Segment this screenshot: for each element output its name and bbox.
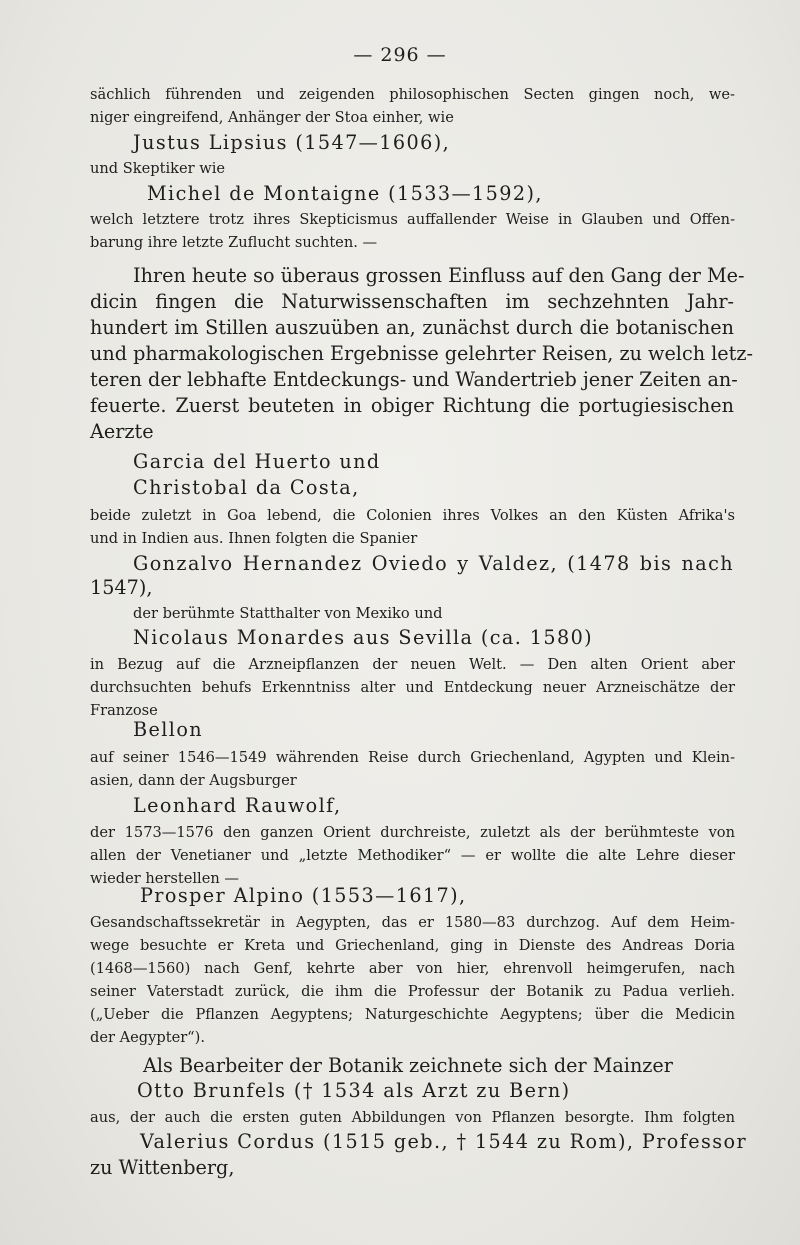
text-line: (1468—1560) nach Genf, kehrte aber von hier, ehrenvoll heimgerufen, nach <box>90 960 735 977</box>
text-line: barung ihre letzte Zuflucht suchten. — <box>90 234 378 251</box>
text-line: aus, der auch die ersten guten Abbildungen von Pflanzen besorgte. Ihm folgten <box>90 1109 735 1126</box>
text-line: beide zuletzt in Goa lebend, die Colonien ihres Volkes an den Küsten Afrika's <box>90 507 735 524</box>
text-line: niger eingreifend, Anhänger der Stoa einher, wie <box>90 109 454 126</box>
person-name-line: Otto Brunfels († 1534 als Arzt zu Bern) <box>137 1079 571 1102</box>
text-line: wieder herstellen — <box>90 870 239 887</box>
text-line: der berühmte Statthalter von Mexiko und <box>133 605 443 622</box>
person-name-line: Christobal da Costa, <box>133 476 360 499</box>
text-line: auf seiner 1546—1549 währenden Reise durch Griechenland, Agypten und Klein- <box>90 749 735 766</box>
page-number: — 296 — <box>353 44 447 66</box>
text-line: und pharmakologischen Ergebnisse gelehrter Reisen, zu welch letz- <box>90 342 753 365</box>
text-line: („Ueber die Pflanzen Aegyptens; Naturgeschichte Aegyptens; über die Medicin <box>90 1006 735 1023</box>
text-line: sächlich führenden und zeigenden philosophischen Secten gingen noch, we- <box>90 86 735 103</box>
text-line: in Bezug auf die Arzneipflanzen der neuen Welt. — Den alten Orient aber <box>90 656 735 673</box>
text-line: dicin fingen die Naturwissenschaften im sechzehnten Jahr- <box>90 290 734 313</box>
person-name-line: Michel de Montaigne (1533—1592), <box>147 182 543 205</box>
text-line: zu Wittenberg, <box>90 1156 235 1179</box>
person-name-line: Prosper Alpino (1553—1617), <box>140 884 467 907</box>
text-line: feuerte. Zuerst beuteten in obiger Richtung die portugiesischen <box>90 394 734 417</box>
text-line: welch letztere trotz ihres Skepticismus auffallender Weise in Glauben und Offen- <box>90 211 735 228</box>
text-line: Gesandschaftssekretär in Aegypten, das er 1580—83 durchzog. Auf dem Heim- <box>90 914 735 931</box>
text-line: Aerzte <box>90 420 154 443</box>
person-name-line: Leonhard Rauwolf, <box>133 794 342 817</box>
text-line: und Skeptiker wie <box>90 160 226 177</box>
text-line: hundert im Stillen auszuüben an, zunächst durch die botanischen <box>90 316 734 339</box>
text-line: Franzose <box>90 702 158 719</box>
text-line: seiner Vaterstadt zurück, die ihm die Professur der Botanik zu Padua verlieh. <box>90 983 735 1000</box>
person-name-line: Valerius Cordus (1515 geb., † 1544 zu Rom), Professor <box>140 1130 748 1153</box>
person-name-line: Garcia del Huerto und <box>133 450 381 473</box>
text-line: durchsuchten behufs Erkenntniss alter und Entdeckung neuer Arzneischätze der <box>90 679 735 696</box>
person-name-line: Gonzalvo Hernandez Oviedo y Valdez, (1478 bis nach <box>133 552 734 575</box>
text-line: allen der Venetianer und „letzte Methodiker“ — er wollte die alte Lehre dieser <box>90 847 735 864</box>
person-name-line: Justus Lipsius (1547—1606), <box>133 131 451 154</box>
text-line: wege besuchte er Kreta und Griechenland, ging in Dienste des Andreas Doria <box>90 937 735 954</box>
text-line: asien, dann der Augsburger <box>90 772 297 789</box>
text-line: teren der lebhafte Entdeckungs- und Wandertrieb jener Zeiten an- <box>90 368 738 391</box>
person-name-line: Nicolaus Monardes aus Sevilla (ca. 1580) <box>133 626 594 649</box>
text-line: 1547), <box>90 576 153 599</box>
text-line: Ihren heute so überaus grossen Einfluss auf den Gang der Me- <box>133 264 745 287</box>
text-line: der 1573—1576 den ganzen Orient durchreiste, zuletzt als der berühmteste von <box>90 824 735 841</box>
text-line: der Aegypter“). <box>90 1029 205 1046</box>
person-name-line: Bellon <box>133 718 204 741</box>
text-line: und in Indien aus. Ihnen folgten die Spanier <box>90 530 418 547</box>
text-line: Als Bearbeiter der Botanik zeichnete sich der Mainzer <box>143 1054 673 1077</box>
